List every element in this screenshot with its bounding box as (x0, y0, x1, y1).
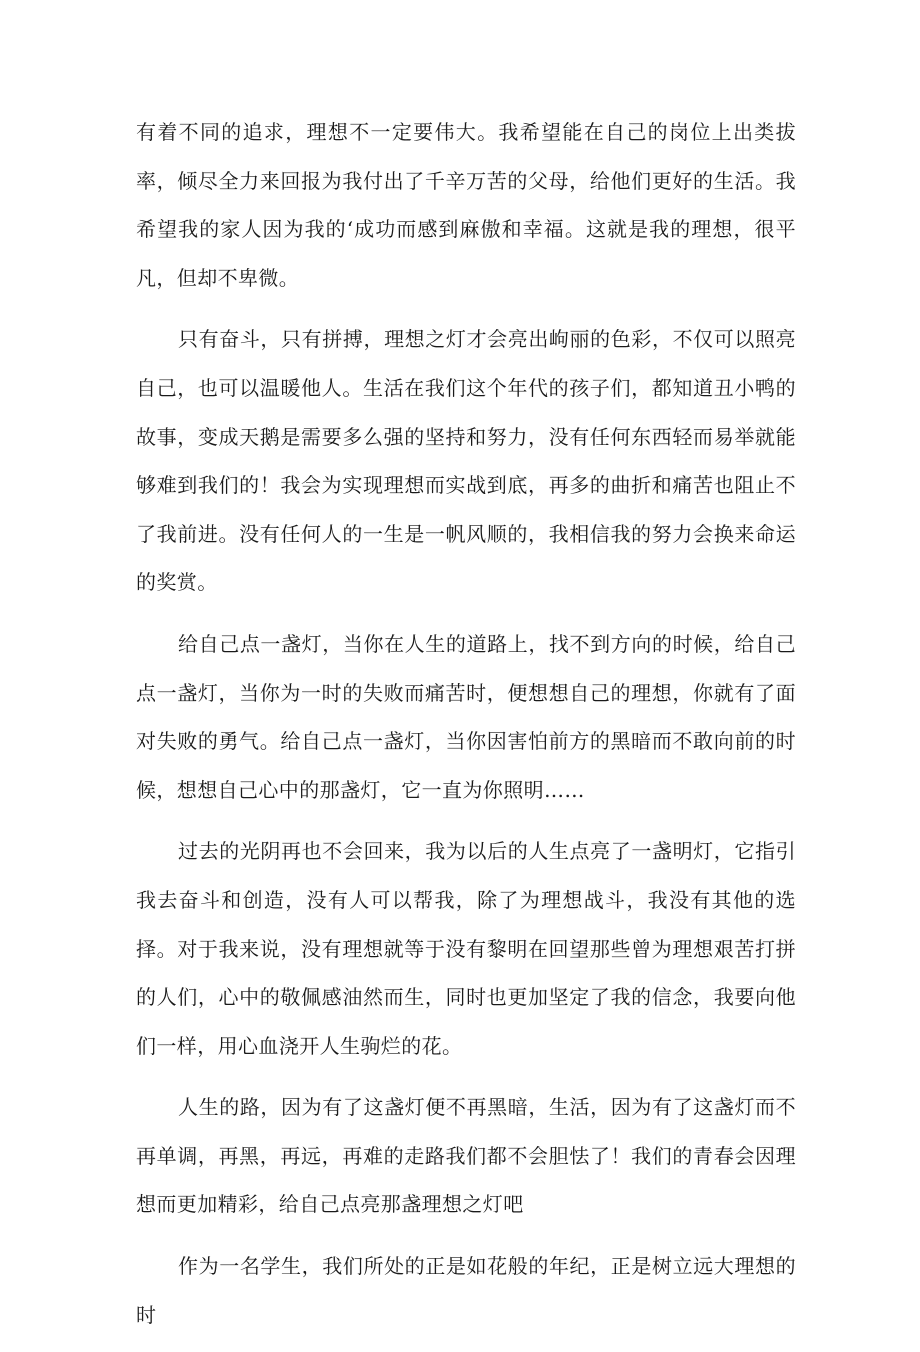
paragraph-3: 给自己点一盏灯，当你在人生的道路上，找不到方向的时候，给自己点一盏灯，当你为一时的失败而痛苦时，便想想自己的理想，你就有了面对失败的勇气。给自己点一盏灯，当你因害怕前方的黑暗而不敢向前的时候，想想自己心中的那盏灯，它一直为你照明…… (136, 631, 796, 802)
document-body (136, 108, 796, 1352)
paragraph-2: 只有奋斗，只有拼搏，理想之灯才会亮出岣丽的色彩，不仅可以照亮自己，也可以温暖他人。生活在我们这个年代的孩子们，都知道丑小鸭的故事，变成天鹅是需要多么强的坚持和努力，没有任何东西轻而易举就能够难到我们的！我会为实现理想而实战到底，再多的曲折和痛苦也阻止不了我前进。没有任何人的一生是一帆风顺的，我相信我的努力会换来命运的奖赏。 (136, 327, 796, 595)
paragraph-6: 作为一名学生，我们所处的正是如花般的年纪，正是树立远大理想的时 (136, 1254, 796, 1327)
paragraph-4: 过去的光阴再也不会回来，我为以后的人生点亮了一盏明灯，它指引我去奋斗和创造，没有人可以帮我，除了为理想战斗，我没有其他的选择。对于我来说，没有理想就等于没有黎明在回望那些曾为理想艰苦打拼的人们，心中的敬佩感油然而生，同时也更加坚定了我的信念，我要向他们一样，用心血浇开人生驹烂的花。 (136, 839, 796, 1058)
paragraph-5: 人生的路，因为有了这盏灯便不再黑暗，生活，因为有了这盏灯而不再单调，再黑，再远，再难的走路我们都不会胆怯了！我们的青春会因理想而更加精彩，给自己点亮那盏理想之灯吧 (136, 1095, 796, 1217)
paragraph-1: 有着不同的追求，理想不一定要伟大。我希望能在自己的岗位上出类拔率，倾尽全力来回报为我付出了千辛万苦的父母，给他们更好的生活。我希望我的家人因为我的‘成功而感到麻傲和幸福。这就是我的理想，很平凡，但却不卑微。 (136, 120, 796, 290)
